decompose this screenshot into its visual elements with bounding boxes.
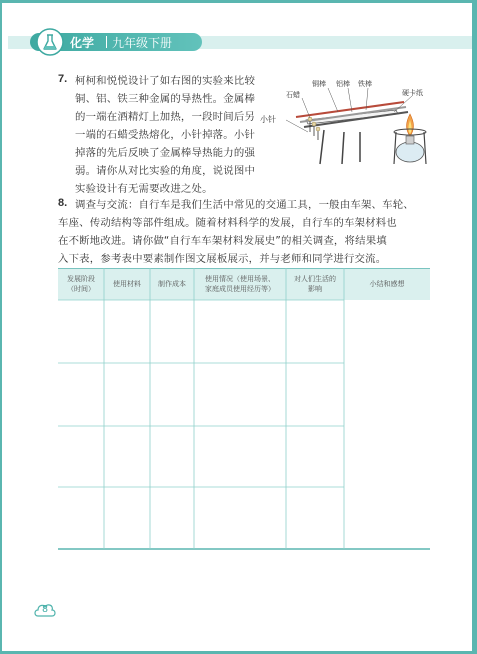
header-summary: 小结和感想: [369, 280, 405, 288]
question-7-number: 7.: [58, 73, 68, 85]
question-7-line-5: 掉落的先后反映了金属棒导热能力的强: [75, 147, 256, 159]
grade-volume: 九年级下册: [112, 36, 173, 50]
label-copper-rod: 铜棒: [312, 80, 326, 88]
label-aluminum-rod: 铝棒: [336, 80, 350, 88]
question-8-line-3: 在不断地改进。请你做“自行车车架材料发展史”的相关调查，将结果填: [58, 235, 387, 247]
page-frame-left: [0, 0, 2, 654]
question-7-line-7: 实验设计有无需要改进之处。: [75, 183, 213, 195]
table-grid: [58, 268, 430, 550]
question-8-line-4: 入下表，参考表中要素制作图文展板展示，并与老师和同学进行交流。: [58, 253, 387, 265]
label-cardboard: 硬卡纸: [402, 89, 423, 97]
page-frame-top: [0, 0, 477, 3]
subject-title: 化学: [70, 36, 95, 50]
header-material: 使用材料: [113, 280, 141, 288]
label-paraffin: 石蜡: [286, 91, 300, 99]
question-8-line-1: 调查与交流：自行车是我们生活中常见的交通工具，一般由车架、车轮、: [75, 199, 414, 211]
experiment-diagram: [260, 74, 446, 170]
header-impact-line-2: 影响: [308, 285, 322, 293]
header-usage-line-1: 使用情况（使用场景、: [205, 275, 275, 283]
header-usage-line-2: 家庭成员使用经历等）: [205, 285, 275, 293]
question-7-line-6: 弱。请你从对比实验的角度，说说图中: [75, 165, 256, 177]
header-stage-time: [58, 274, 104, 294]
question-7-line-4: 一端的石蜡受热熔化，小针掉落。小针: [75, 129, 256, 141]
header-cost: 制作成本: [158, 280, 186, 288]
question-7-line-3: 的一端在酒精灯上加热，一段时间后另: [75, 111, 256, 123]
header-stage-line-1: 发展阶段: [67, 275, 95, 283]
header-stage-line-2: （时间）: [67, 285, 95, 293]
page-frame-right: [472, 0, 477, 654]
question-8-line-2: 车座、传动结构等部件组成。随着材料科学的发展，自行车的车架材料也: [58, 217, 397, 229]
question-7-line-1: 柯柯和悦悦设计了如右图的实验来比较: [75, 75, 256, 87]
header-impact-line-1: 对人们生活的: [294, 275, 336, 283]
question-7-line-2: 铜、铝、铁三种金属的导热性。金属棒: [75, 93, 256, 105]
header-separator: [106, 36, 107, 48]
header-usage: [194, 274, 286, 294]
label-iron-rod: 铁棒: [358, 80, 372, 88]
page-number: 8: [42, 604, 48, 615]
header-impact: [286, 274, 344, 294]
label-needle: 小针: [260, 115, 276, 124]
survey-table: [58, 268, 430, 550]
question-8-number: 8.: [58, 197, 68, 209]
flask-logo-icon: [36, 28, 64, 56]
